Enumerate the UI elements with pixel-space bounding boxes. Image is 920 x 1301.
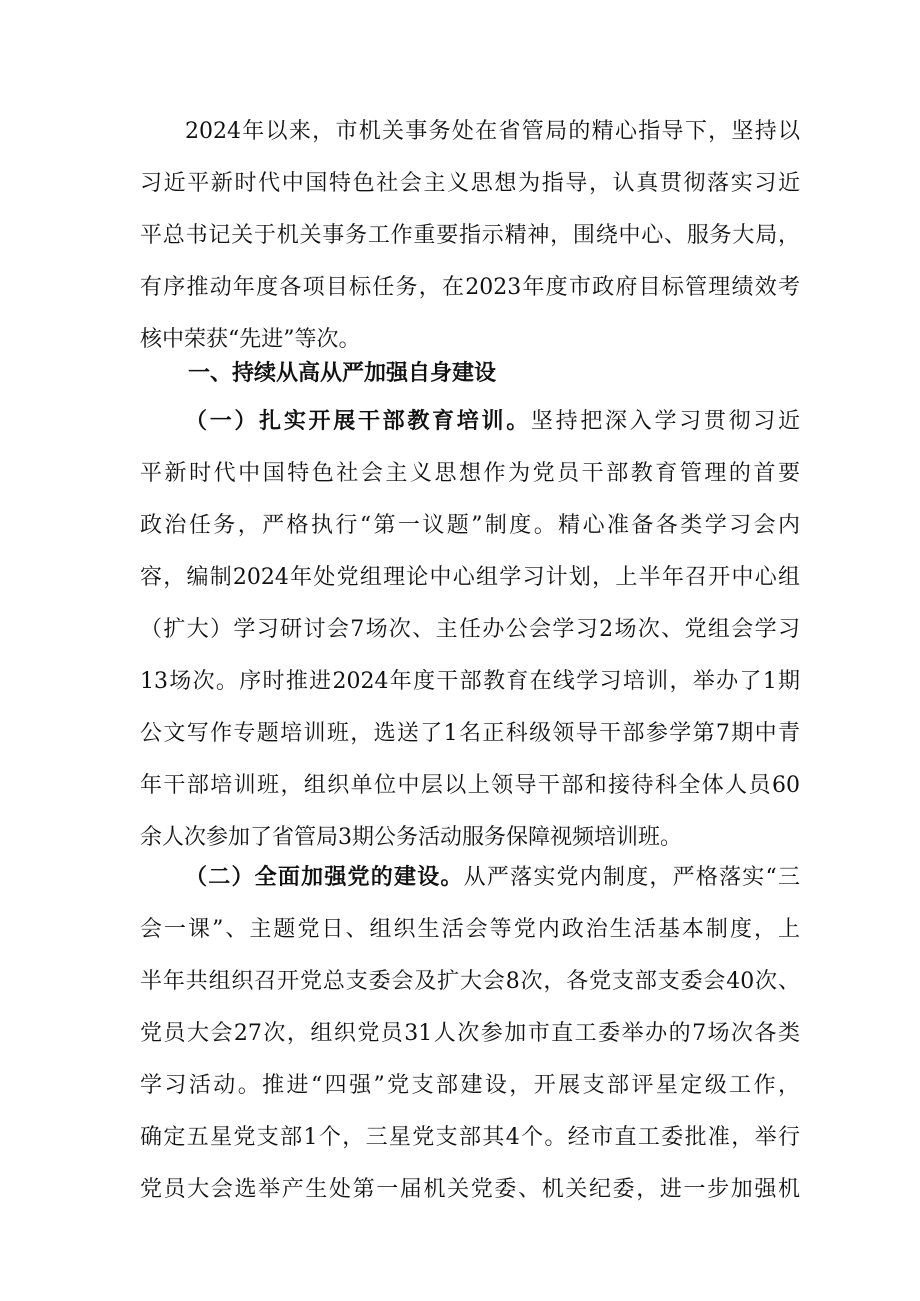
sub2-title: （二）全面加强党的建设。 <box>185 865 464 890</box>
sub2-first-line <box>185 858 800 898</box>
sub1-first-line-text: 坚持把深入学习贯彻习近 <box>530 409 800 434</box>
intro-line-5: 核中荣获“先进”等次。 <box>140 327 361 352</box>
sub1-line-9: 余人次参加了省管局3期公务活动服务保障视频培训班。 <box>140 825 682 850</box>
sub2-line-4: 党员大会27次，组织党员31人次参加市直工委举办的7场次各类 <box>140 1021 800 1046</box>
sub1-line-7: 公文写作专题培训班，选送了1名正科级领导干部参学第7期中青 <box>140 721 800 746</box>
sub2-line-5: 学习活动。推进“四强”党支部建设，开展支部评星定级工作， <box>140 1073 800 1098</box>
sub2-line-3: 半年共组织召开党总支委会及扩大会8次，各党支部支委会40次、 <box>140 969 800 994</box>
sub2-line-6: 确定五星党支部1个，三星党支部其4个。经市直工委批准，举行 <box>140 1125 800 1150</box>
intro-line-1: 2024年以来，市机关事务处在省管局的精心指导下，坚持以 <box>185 119 800 144</box>
intro-line-2: 习近平新时代中国特色社会主义思想为指导，认真贯彻落实习近 <box>140 171 800 196</box>
sub1-line-8: 年干部培训班，组织单位中层以上领导干部和接待科全体人员60 <box>140 773 800 798</box>
sub1-line-2: 平新时代中国特色社会主义思想作为党员干部教育管理的首要 <box>140 461 800 486</box>
sub1-line-6: 13场次。序时推进2024年度干部教育在线学习培训，举办了1期 <box>140 669 800 694</box>
sub2-first-line-text: 从严落实党内制度，严格落实“三 <box>463 865 800 890</box>
sub1-line-4: 容，编制2024年处党组理论中心组学习计划，上半年召开中心组 <box>140 565 800 590</box>
sub2-line-7: 党员大会选举产生处第一届机关党委、机关纪委，进一步加强机 <box>140 1177 800 1202</box>
intro-line-4: 有序推动年度各项目标任务，在2023年度市政府目标管理绩效考 <box>140 275 800 300</box>
sub1-line-5: （扩大）学习研讨会7场次、主任办公会学习2场次、党组会学习 <box>140 617 800 642</box>
intro-line-3: 平总书记关于机关事务工作重要指示精神，围绕中心、服务大局， <box>140 223 800 248</box>
sub1-title: （一）扎实开展干部教育培训。 <box>185 409 531 434</box>
sub2-line-2: 会一课”、主题党日、组织生活会等党内政治生活基本制度，上 <box>140 917 800 942</box>
sub1-line-3: 政治任务，严格执行“第一议题”制度。精心准备各类学习会内 <box>140 513 800 538</box>
sub1-first-line <box>185 402 800 442</box>
section-heading: 一、持续从高从严加强自身建设 <box>188 361 497 386</box>
